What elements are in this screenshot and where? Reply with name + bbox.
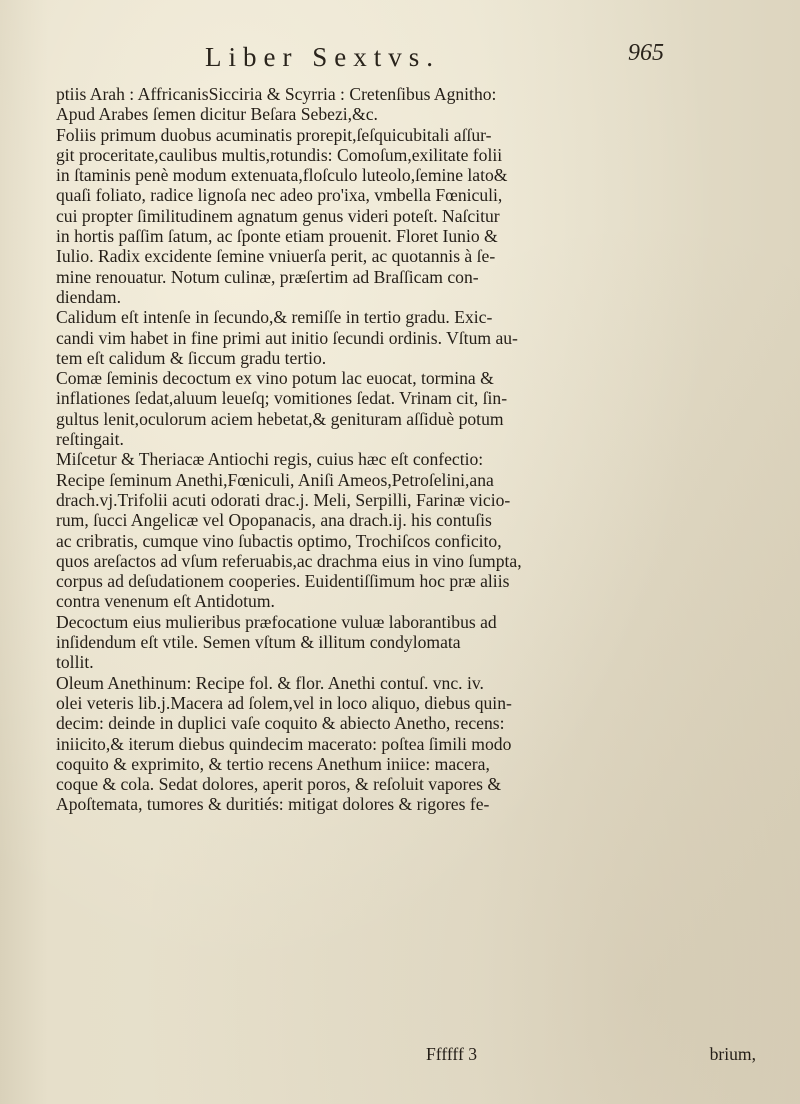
body-text: [56, 84, 756, 815]
text-line: corpus ad deſudationem cooperies. Euidentiſſimum hoc præ aliis: [56, 571, 510, 592]
text-line: rum, ſucci Angelicæ vel Opopanacis, ana drach.ij. his contuſis: [56, 510, 492, 531]
text-line: ac cribratis, cumque vino ſubactis optimo, Trochiſcos conficito,: [56, 530, 502, 551]
text-line: quos areſactos ad vſum referuabis,ac drachma eius in vino ſumpta,: [56, 550, 522, 571]
text-line: decim: deinde in duplici vaſe coquito & abiecto Anetho, recens:: [56, 713, 505, 734]
text-line: candi vim habet in fine primi aut initio ſecundi ordinis. Vſtum au-: [56, 327, 518, 348]
text-line: Apoſtemata, tumores & duritiés: mitigat dolores & rigores fe-: [56, 794, 490, 815]
text-line: Foliis primum duobus acuminatis prorepit,ſeſquicubitali aſſur-: [56, 124, 492, 145]
catchword: brium,: [709, 1044, 756, 1064]
text-line: coquito & exprimito, & tertio recens Anethum iniice: macera,: [56, 753, 490, 774]
text-line: Apud Arabes ſemen dicitur Beſara Sebezi,&c.: [56, 104, 378, 125]
page-footer: [56, 1044, 756, 1064]
text-line: inflationes ſedat,aluum leueſq; vomitiones ſedat. Vrinam cit, ſin-: [56, 388, 508, 409]
text-line: Oleum Anethinum: Recipe fol. & flor. Anethi contuſ. vnc. iv.: [56, 672, 484, 693]
text-line: coque & cola. Sedat dolores, aperit poros, & reſoluit vapores &: [56, 774, 502, 795]
text-line: git proceritate,caulibus multis,rotundis: Comoſum,exilitate folii: [56, 144, 503, 165]
text-line: tem eſt calidum & ſiccum gradu tertio.: [56, 347, 327, 368]
text-line: iniicito,& iterum diebus quindecim macerato: poſtea ſimili modo: [56, 733, 512, 754]
text-line: gultus lenit,oculorum aciem hebetat,& genituram aſſiduè potum: [56, 408, 504, 429]
text-line: contra venenum eſt Antidotum.: [56, 591, 275, 612]
text-line: diendam.: [56, 286, 121, 307]
text-line: Iulio. Radix excidente ſemine vniuerſa perit, ac quotannis à ſe-: [56, 246, 496, 267]
text-line: tollit.: [56, 652, 94, 673]
text-line: Decoctum eius mulieribus præfocatione vuluæ laborantibus ad: [56, 611, 497, 632]
text-line: Miſcetur & Theriacæ Antiochi regis, cuius hæc eſt confectio:: [56, 449, 484, 470]
text-line: in ſtaminis penè modum extenuata,floſculo luteolo,ſemine lato&: [56, 165, 508, 186]
signature-mark: Ffffff 3: [426, 1044, 478, 1064]
text-line: drach.vj.Trifolii acuti odorati drac.j. Meli, Serpilli, Farinæ vicio-: [56, 489, 511, 510]
text-line: reſtingait.: [56, 429, 124, 450]
running-head: Liber Sextvs.: [205, 42, 440, 72]
text-line: Comæ ſeminis decoctum ex vino potum lac euocat, tormina &: [56, 368, 494, 389]
text-line: cui propter ſimilitudinem agnatum genus videri poteſt. Naſcitur: [56, 205, 500, 226]
page-number: 965: [628, 40, 664, 66]
text-line: mine renouatur. Notum culinæ, præſertim ad Braſſicam con-: [56, 266, 479, 287]
text-line: Recipe ſeminum Anethi,Fœniculi, Aniſi Ameos,Petroſelini,ana: [56, 469, 494, 490]
text-line: quaſi foliato, radice lignoſa nec adeo pro'ixa, vmbella Fœniculi,: [56, 185, 503, 206]
text-line: Calidum eſt intenſe in ſecundo,& remiſſe in tertio gradu. Exic-: [56, 307, 493, 328]
text-line: olei veteris lib.j.Macera ad ſolem,vel in loco aliquo, diebus quin-: [56, 692, 512, 713]
text-line: in hortis paſſim ſatum, ac ſponte etiam prouenit. Floret Iunio &: [56, 226, 498, 247]
text-line: inſidendum eſt vtile. Semen vſtum & illitum condylomata: [56, 632, 461, 653]
text-line: ptiis Arah : AffricanisSicciria & Scyrria : Cretenſibus Agnitho:: [56, 84, 497, 104]
